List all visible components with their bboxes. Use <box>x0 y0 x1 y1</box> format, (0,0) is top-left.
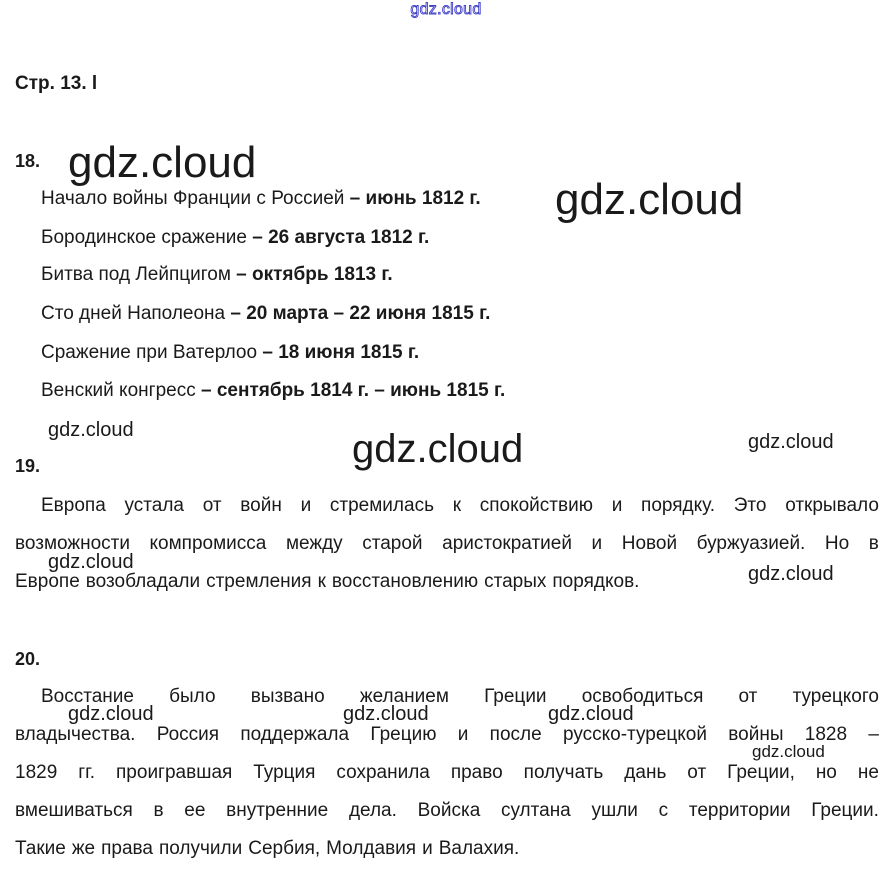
watermark: gdz.cloud <box>68 703 154 725</box>
watermark: gdz.cloud <box>748 563 834 585</box>
paragraph-line: Европе возобладали стремления к восстановлению старых порядков. <box>15 571 640 592</box>
event-row <box>41 342 419 364</box>
event-name: Сто дней Наполеона <box>41 303 226 324</box>
watermark: gdz.cloud <box>48 551 134 573</box>
task-18-number: 18. <box>15 151 41 171</box>
paragraph-line: Такие же права получили Сербия, Молдавия и Валахия. <box>15 838 520 859</box>
event-name: Венский конгресс <box>41 380 196 401</box>
event-date: 26 августа 1812 г. <box>268 227 430 248</box>
paragraph-line: 1829 гг. проигравшая Турция сохранила право получать дань от Греции, но не <box>15 762 879 783</box>
paragraph-line: владычества. Россия поддержала Грецию и после русско-турецкой войны 1828 – <box>15 724 879 745</box>
event-row <box>41 227 429 249</box>
event-row <box>41 264 393 286</box>
watermark: gdz.cloud <box>752 742 825 761</box>
event-date: 18 июня 1815 г. <box>278 342 420 363</box>
event-date: октябрь 1813 г. <box>252 264 393 285</box>
page-reference: Стр. 13. l <box>15 73 98 94</box>
event-name: Начало войны Франции с Россией <box>41 188 345 209</box>
task-20-number: 20. <box>15 649 41 669</box>
watermark: gdz.cloud <box>555 175 744 224</box>
site-header-watermark: gdz.cloud <box>410 1 482 18</box>
watermark: gdz.cloud <box>48 419 134 441</box>
event-separator: – <box>257 342 279 363</box>
event-separator: – <box>344 188 366 209</box>
event-separator: – <box>195 380 217 401</box>
event-date: 20 марта – 22 июня 1815 г. <box>246 303 491 324</box>
event-separator: – <box>225 303 247 324</box>
watermark: gdz.cloud <box>68 138 257 187</box>
event-date: июнь 1812 г. <box>365 188 481 209</box>
event-separator: – <box>230 264 253 285</box>
paragraph-line: возможности компромисса между старой аристократией и Новой буржуазией. Но в <box>15 533 879 554</box>
event-row <box>41 303 490 325</box>
watermark: gdz.cloud <box>548 703 634 725</box>
paragraph-line: вмешиваться в ее внутренние дела. Войска султана ушли с территории Греции. <box>15 800 879 821</box>
watermark: gdz.cloud <box>352 427 524 471</box>
event-row <box>41 188 481 210</box>
event-row <box>41 380 505 402</box>
event-name: Сражение при Ватерлоо <box>41 342 258 363</box>
watermark: gdz.cloud <box>748 431 834 453</box>
event-separator: – <box>246 227 269 248</box>
task-19-number: 19. <box>15 456 41 476</box>
event-date: сентябрь 1814 г. – июнь 1815 г. <box>216 380 506 401</box>
watermark: gdz.cloud <box>343 703 429 725</box>
paragraph-line: Восстание было вызвано желанием Греции освободиться от турецкого <box>41 686 879 707</box>
event-name: Битва под Лейпцигом <box>41 264 231 285</box>
event-name: Бородинское сражение <box>41 227 247 248</box>
paragraph-line: Европа устала от войн и стремилась к спокойствию и порядку. Это открывало <box>41 495 879 516</box>
